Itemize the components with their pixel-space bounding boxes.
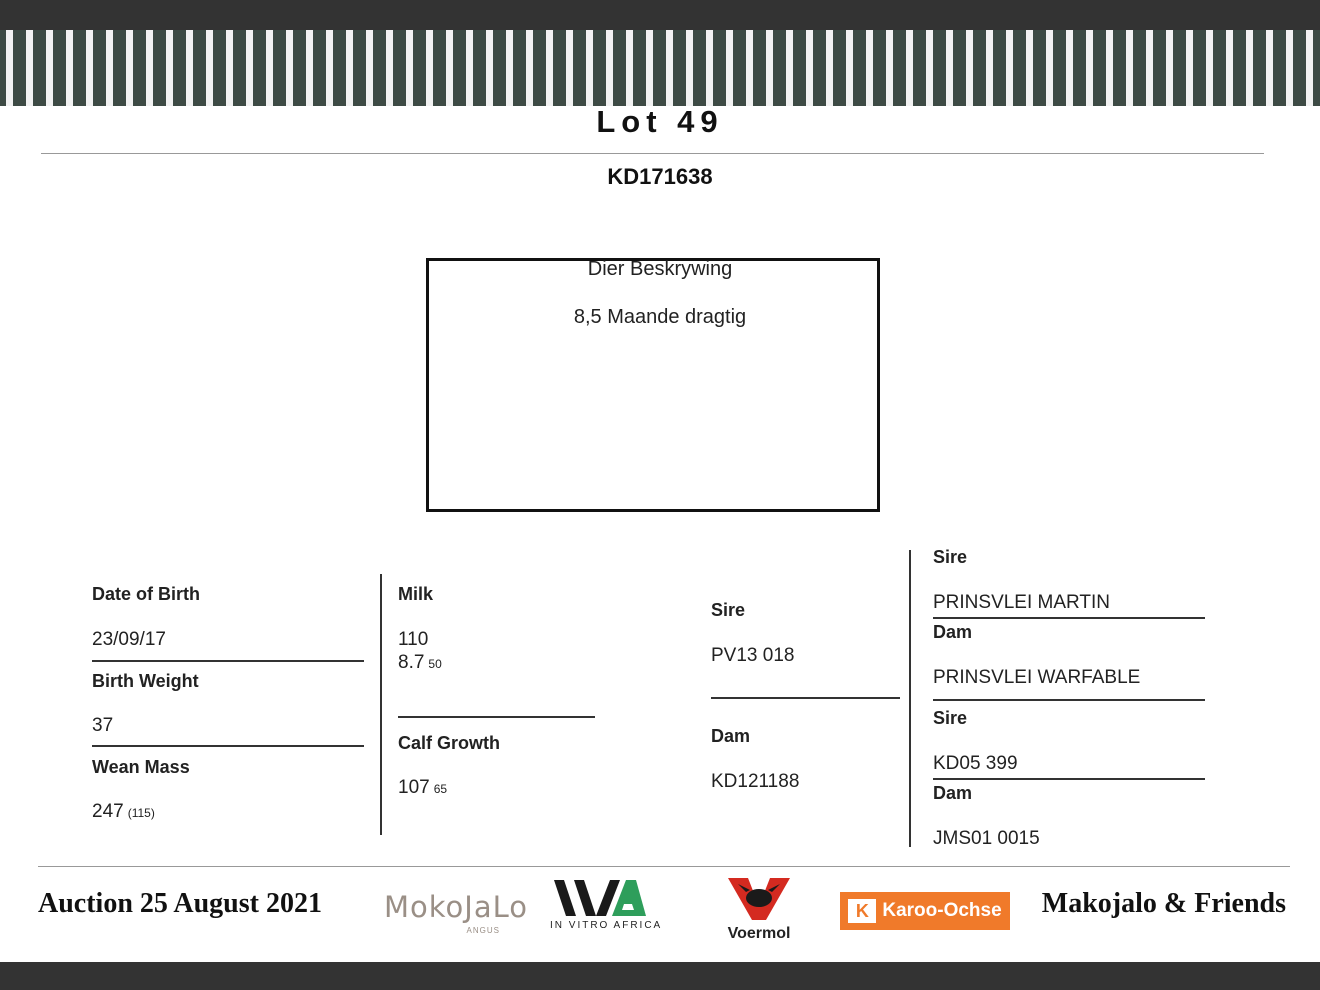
milk-sub: 50 <box>428 657 442 671</box>
top-bar <box>0 0 1320 30</box>
dam-dam-value: JMS01 0015 <box>933 828 1040 849</box>
makojalo-logo <box>384 890 528 938</box>
dam-value: KD121188 <box>711 771 800 792</box>
in-vitro-africa-logo <box>550 880 663 940</box>
sire-divider <box>711 697 900 699</box>
dam-sire-divider <box>933 778 1205 780</box>
karoo-k-icon: K <box>848 899 876 923</box>
column-divider-1 <box>380 574 382 835</box>
milk-label: Milk <box>398 584 434 604</box>
sire-label: Sire <box>711 600 746 620</box>
iva-logo-sub: IN VITRO AFRICA <box>550 920 663 931</box>
auction-date: Auction 25 August 2021 <box>38 888 322 919</box>
calf-growth-number: 107 <box>398 777 430 798</box>
calf-growth-value <box>398 777 447 799</box>
makojalo-logo-text: MokoJaLo <box>384 890 528 924</box>
makojalo-logo-sub: ANGUS <box>466 926 500 935</box>
description-box <box>426 258 880 512</box>
sire-sire-label: Sire <box>933 547 968 567</box>
header-pattern-band <box>0 30 1320 106</box>
sire-dam-label: Dam <box>933 622 973 642</box>
description-title: Dier Beskrywing <box>587 258 733 280</box>
voermol-logo-text: Voermol <box>727 925 791 942</box>
birth-weight-value: 37 <box>92 715 114 736</box>
wean-mass-label: Wean Mass <box>92 757 190 777</box>
birth-weight-label: Birth Weight <box>92 671 199 691</box>
sire-dam-divider <box>933 699 1205 701</box>
dob-value: 23/09/17 <box>92 629 166 650</box>
karoo-ochse-logo <box>840 892 1010 930</box>
calf-growth-label: Calf Growth <box>398 733 500 753</box>
sire-dam-value: PRINSVLEI WARFABLE <box>933 667 1141 688</box>
description-text: 8,5 Maande dragtig <box>573 306 747 328</box>
brand-name: Makojalo & Friends <box>1041 888 1286 919</box>
birth-weight-divider <box>92 745 364 747</box>
lot-title: Lot 49 <box>596 104 724 139</box>
dob-label: Date of Birth <box>92 584 200 604</box>
milk-value-2 <box>398 652 442 674</box>
voermol-bull-icon <box>726 876 792 922</box>
milk-divider <box>398 716 595 718</box>
wean-mass-number: 247 <box>92 801 124 822</box>
sire-value: PV13 018 <box>711 645 795 666</box>
footer-divider <box>38 866 1290 867</box>
bottom-bar <box>0 962 1320 990</box>
dob-divider <box>92 660 364 662</box>
sire-sire-divider <box>933 617 1205 619</box>
dam-sire-value: KD05 399 <box>933 753 1018 774</box>
dam-label: Dam <box>711 726 751 746</box>
karoo-logo-text: Karoo-Ochse <box>882 900 1002 921</box>
milk-number-2: 8.7 <box>398 652 425 673</box>
animal-id: KD171638 <box>607 164 713 189</box>
iva-mark-icon <box>552 880 648 918</box>
wean-mass-sub: (115) <box>127 806 155 820</box>
calf-growth-sub: 65 <box>433 782 448 796</box>
voermol-logo <box>718 876 800 942</box>
wean-mass-value <box>92 801 155 823</box>
dam-sire-label: Sire <box>933 708 968 728</box>
milk-value: 110 <box>398 629 429 650</box>
sire-sire-value: PRINSVLEI MARTIN <box>933 592 1111 613</box>
dam-dam-label: Dam <box>933 783 973 803</box>
column-divider-2 <box>909 550 911 847</box>
lot-divider <box>41 153 1264 154</box>
